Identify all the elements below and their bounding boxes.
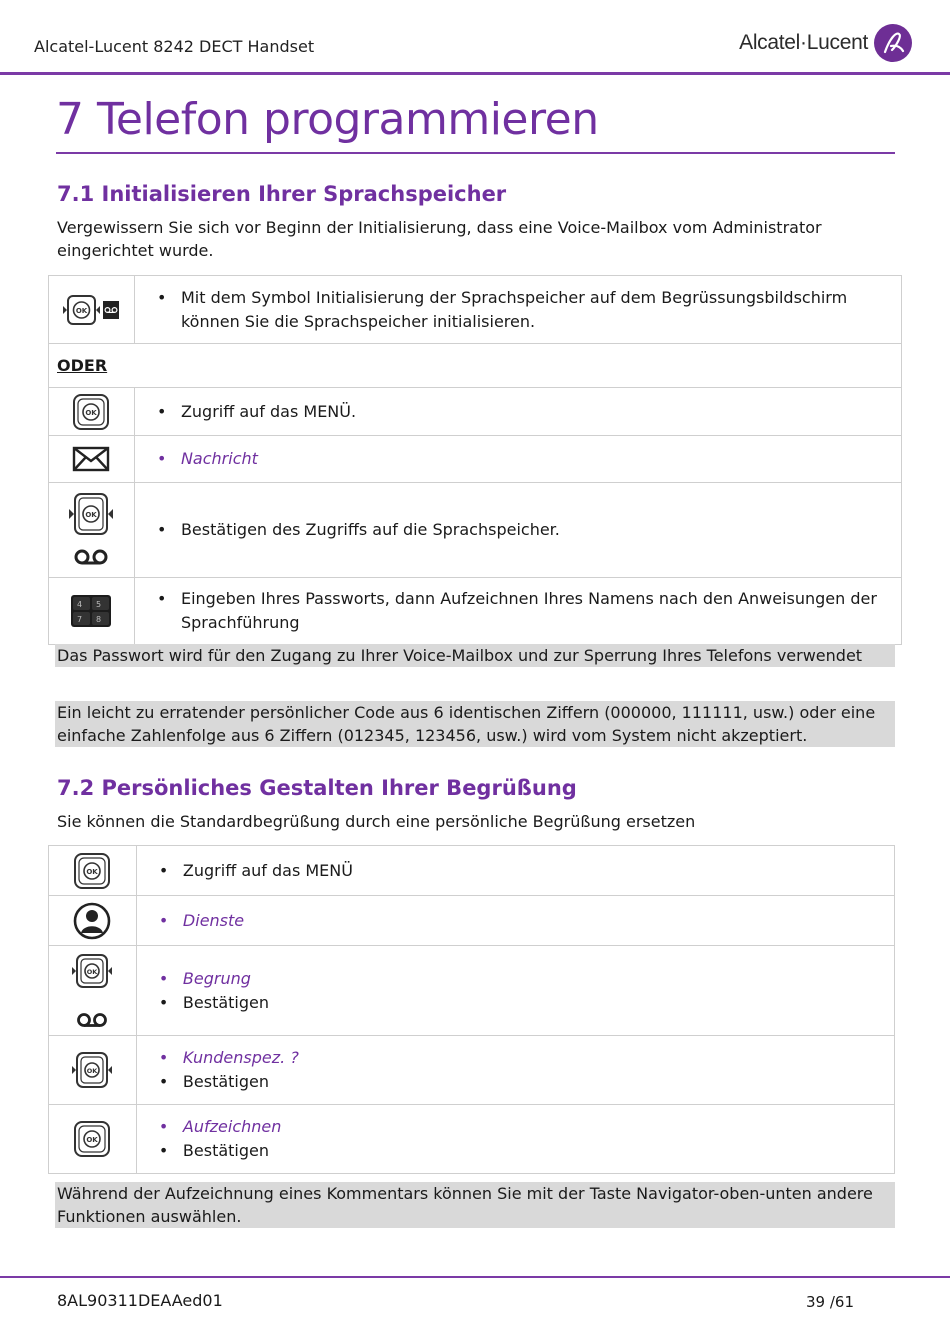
svg-text:OK: OK (87, 967, 98, 976)
step-text: • Bestätigen des Zugriffs auf die Sprachspeicher. (135, 518, 901, 542)
keypad-digit: 7 (77, 615, 83, 624)
table-row (49, 578, 902, 645)
step-text: • Aufzeichnen (137, 1115, 894, 1139)
table-row (49, 1036, 895, 1105)
keypad-digit: 5 (96, 600, 102, 609)
step-text: • Zugriff auf das MENÜ (137, 859, 894, 883)
svg-text:OK: OK (85, 511, 98, 519)
step-text: • Kundenspez. ? (137, 1046, 894, 1070)
table-row (49, 388, 902, 436)
keypad-digit: 4 (77, 600, 83, 609)
page-number: 39 /61 (806, 1293, 854, 1311)
ok-nav-icon (49, 483, 135, 578)
note-navigator: Während der Aufzeichnung eines Kommentars können Sie mit der Taste Navigator-oben-unten andere Funktionen auswählen. (55, 1182, 895, 1228)
brand-logo (739, 24, 912, 62)
svg-text:OK: OK (85, 408, 98, 417)
svg-text:OK: OK (86, 867, 99, 876)
ok-key-icon (49, 388, 135, 436)
table-row (49, 276, 902, 344)
svg-text:OK: OK (87, 1067, 98, 1075)
ok-nav-voicemail-icon (49, 276, 135, 344)
logo-mark-icon (874, 24, 912, 62)
svg-text:OK: OK (86, 1136, 99, 1144)
ok-key-icon (49, 1105, 137, 1174)
section-heading-7-1: 7.1 Initialisieren Ihrer Sprachspeicher (57, 182, 507, 206)
step-text: • Nachricht (135, 447, 901, 471)
step-text: • Mit dem Symbol Initialisierung der Sprachspeicher auf dem Begrüssungsbildschirm können Sie die Sprachspeicher initialisieren. (135, 286, 901, 334)
svg-text:OK: OK (76, 306, 88, 315)
user-icon (49, 896, 137, 946)
section-intro-7-2: Sie können die Standardbegrüßung durch eine persönliche Begrüßung ersetzen (57, 812, 696, 831)
step-text: • Eingeben Ihres Passworts, dann Aufzeichnen Ihres Namens nach den Anweisungen der Sprachführung (135, 587, 901, 635)
chapter-divider (56, 152, 895, 154)
or-label: ODER (57, 355, 108, 375)
step-text: • Zugriff auf das MENÜ. (135, 400, 901, 424)
ok-nav-icon (49, 946, 137, 1036)
table-row (49, 896, 895, 946)
section-intro-7-1: Vergewissern Sie sich vor Beginn der Initialisierung, dass eine Voice-Mailbox vom Administrator eingerichtet wurde. (57, 218, 822, 260)
note-password: Das Passwort wird für den Zugang zu Ihrer Voice-Mailbox und zur Sperrung Ihres Telefons verwendet (55, 644, 895, 667)
logo-text: Alcatel·Lucent (739, 31, 868, 54)
table-row (49, 483, 902, 578)
keypad-icon (49, 578, 135, 645)
note-code-rules: Ein leicht zu erratender persönlicher Code aus 6 identischen Ziffern (000000, 111111, usw.) oder eine einfache Zahlenfolge aus 6 Ziffern (012345, 123456, usw.) wird vom System nicht akzeptiert. (55, 701, 895, 747)
step-text: • Bestätigen (137, 991, 894, 1015)
table-row (49, 1105, 895, 1174)
step-text: • Dienste (137, 909, 894, 933)
ok-nav-icon (49, 1036, 137, 1105)
step-text: • Bestätigen (137, 1139, 894, 1163)
header-divider (0, 72, 950, 75)
table-row (49, 846, 895, 896)
envelope-icon (49, 436, 135, 483)
table-row (49, 436, 902, 483)
ok-key-icon (49, 846, 137, 896)
steps-table-7-2 (48, 845, 895, 1174)
section-heading-7-2: 7.2 Persönliches Gestalten Ihrer Begrüßung (57, 776, 577, 800)
step-text: • Begrung (137, 967, 894, 991)
table-row (49, 946, 895, 1036)
step-text: • Bestätigen (137, 1070, 894, 1094)
document-reference: 8AL90311DEAAed01 (57, 1291, 223, 1310)
chapter-title: 7 Telefon programmieren (56, 94, 599, 145)
steps-table-7-1 (48, 275, 902, 645)
table-row (49, 344, 902, 388)
keypad-digit: 8 (96, 615, 102, 624)
document-title: Alcatel-Lucent 8242 DECT Handset (34, 37, 315, 56)
footer-divider (0, 1276, 950, 1278)
